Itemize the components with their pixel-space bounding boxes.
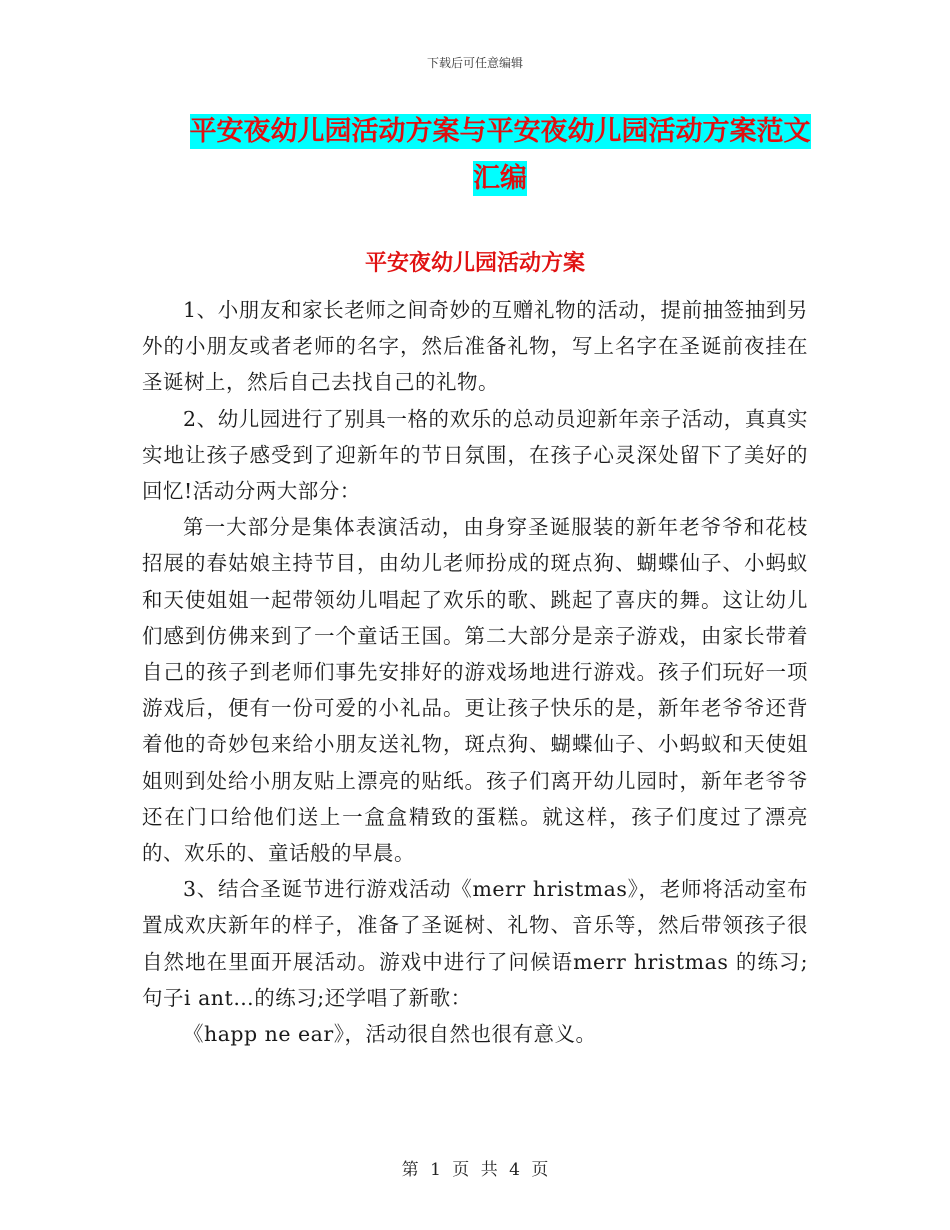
header-note: 下载后可任意编辑 bbox=[426, 56, 523, 70]
paragraph-4: 3、结合圣诞节进行游戏活动《merr hristmas》，老师将活动室布置成欢庆新年的样子，准备了圣诞树、礼物、音乐等，然后带领孩子很自然地在里面开展活动。游戏中进行了问候语merr hristmas 的练习;句子i ant…的练习;还学唱了新歌： bbox=[142, 877, 808, 1010]
paragraph-3: 第一大部分是集体表演活动，由身穿圣诞服装的新年老爷爷和花枝招展的春姑娘主持节目，由幼儿老师扮成的斑点狗、蝴蝶仙子、小蚂蚁和天使姐姐一起带领幼儿唱起了欢乐的歌、跳起了喜庆的舞。这让幼儿们感到仿佛来到了一个童话王国。第二大部分是亲子游戏，由家长带着自己的孩子到老师们事先安排好的游戏场地进行游戏。孩子们玩好一项游戏后，便有一份可爱的小礼品。更让孩子快乐的是，新年老爷爷还背着他的奇妙包来给小朋友送礼物，斑点狗、蝴蝶仙子、小蚂蚁和天使姐姐则到处给小朋友贴上漂亮的贴纸。孩子们离开幼儿园时，新年老爷爷还在门口给他们送上一盒盒精致的蛋糕。就这样，孩子们度过了漂亮的、欢乐的、童话般的早晨。 bbox=[142, 515, 808, 866]
section-title: 平安夜幼儿园活动方案 bbox=[364, 251, 585, 276]
title-line-1: 平安夜幼儿园活动方案与平安夜幼儿园活动方案范文 bbox=[189, 116, 811, 147]
document-body bbox=[142, 292, 808, 1052]
paragraph-1: 1、小朋友和家长老师之间奇妙的互赠礼物的活动，提前抽签抽到另外的小朋友或者老师的名字，然后准备礼物，写上名字在圣诞前夜挂在圣诞树上，然后自己去找自己的礼物。 bbox=[142, 298, 808, 395]
paragraph-5: 《happ ne ear》，活动很自然也很有意义。 bbox=[183, 1022, 597, 1047]
document-title bbox=[140, 108, 860, 202]
title-line-2: 汇编 bbox=[473, 163, 527, 194]
paragraph-2: 2、幼儿园进行了别具一格的欢乐的总动员迎新年亲子活动，真真实实地让孩子感受到了迎新年的节日氛围，在孩子心灵深处留下了美好的回忆!活动分两大部分： bbox=[142, 406, 808, 504]
page-footer: 第 1 页 共 4 页 bbox=[401, 1160, 549, 1180]
